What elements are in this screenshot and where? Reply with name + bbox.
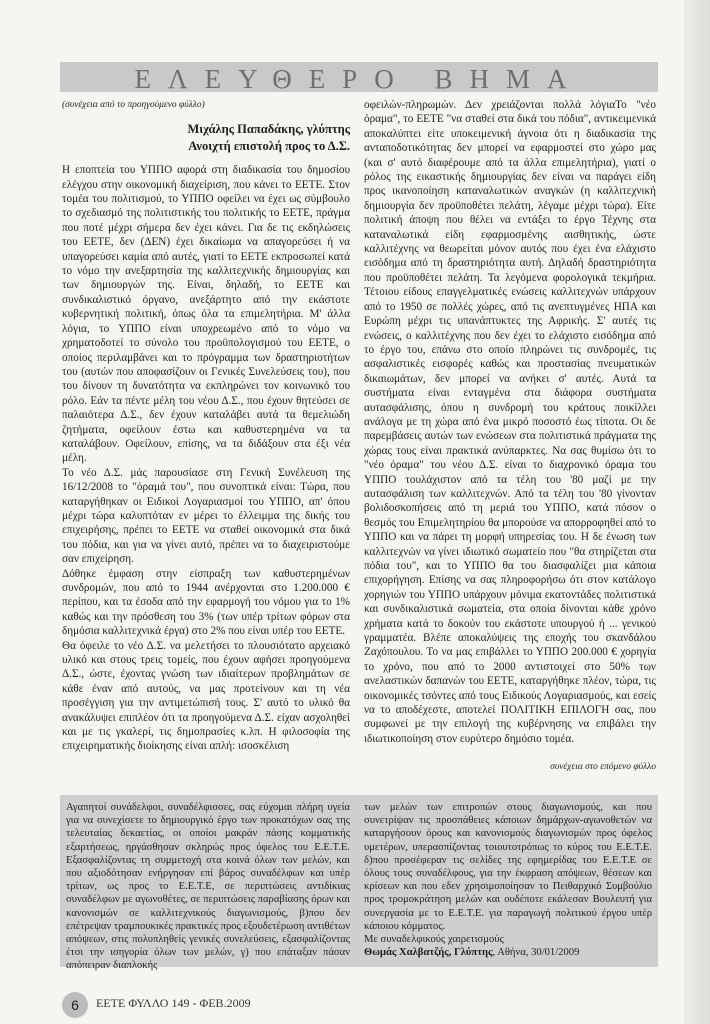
letter-closing: Με συναδελφικούς χαιρετισμούς <box>364 934 504 946</box>
article-paragraph: Θα όφειλε το νέο Δ.Σ. να μελετήσει το πλουσιότατο αρχειακό υλικό και στους τρεις τομείς, που έχουν αφήσει προηγούμενα Δ.Σ., ώστε, έχοντας γνώση των ιδιαίτερων προβλημάτων σε κάθε έναν από αυτούς, να μας προτείνουν και τη νέα προσέγγιση για την αντιμετώπισή τους. Σ' αυτό το υλικό θα ανακάλυψει επιπλέον ότι τα προηγούμενα Δ.Σ. είχαν ασχοληθεί και με τις γκαλερί, τις δημοπρασίες κ.λπ. Η φιλοσοφία της επιχειρηματικής διοίκησης είναι απλή: ισοσκέλιση <box>62 639 350 753</box>
signature-place-date: , Αθήνα, 30/01/2009 <box>492 947 580 959</box>
letter-signature <box>364 946 652 959</box>
signature-name: Θωμάς Χαλβατζής, Γλύπτης <box>364 947 493 959</box>
article-paragraph: Το νέο Δ.Σ. μάς παρουσίασε στη Γενική Συνέλευση της 16/12/2008 το "όραμά του", που συνοπτικά είναι: Τώρα, που καταργήθηκαν οι Ειδικοί Λογαριασμοί του ΥΠΠΟ, απ' όπου μέχρι τώρα καλυπτόταν εν μέρει το έλλειμμα της δικής του επιχειρήσης, πρέπει το ΕΕΤΕ να σταθεί οικονομικά στα δικά του πόδια, και για να γίνει αυτό, πρέπει να το διαχειριστούμε σαν επιχείρηση. <box>62 466 350 566</box>
continued-from-note: (συνέχεια από το προηγούμενο φύλλο) <box>62 100 205 110</box>
page-number: 6 <box>62 992 88 1018</box>
page-edge-shadow <box>684 0 710 1024</box>
section-title: ΕΛΕΥΘΕΡΟ ΒΗΜΑ <box>134 64 584 94</box>
article-paragraph: οφειλών-πληρωμών. Δεν χρειάζονται πολλά λόγιαΤο "νέο όραμα", το ΕΕΤΕ "να σταθεί στα δικά του πόδια", αντικειμενικά αποκαλύπτει είτε υποκειμενική άγνοια ότι η διαδικασία της ανταποδοτικότητας δεν μπορεί να εφαρμοστεί στο χώρο μας (και σ' αυτό διαφέρουμε από τα άλλα επιμελητήρια), γιατί ο ρόλος της εικαστικής δημιουργίας δεν είναι να παράγει είδη προς ικανοποίηση καταναλωτικών αναγκών (η καλλιτεχνική δημιουργία δεν προϋποθέτει πελάτη, λέγαμε μέχρι τώρα). Είτε πολιτική άποψη που θέλει να εντάξει το έργο Τέχνης στα καταναλωτικά είδη εφαρμοσμένης αισθητικής, ώστε καλλιτέχνης να θεωρείται μόνον αυτός που έχει ένα ελάχιστο εισόδημα από τη δραστηριότητα αυτή. Δηλαδή δραστηριότητα που προϋποθέτει πελάτη. Τα λεγόμενα φορολογικά τεκμήρια. Τέτοιου είδους επαγγελματικές ενώσεις καλλιτεχνών υπάρχουν από το 1950 σε πολλές χώρες, από τις ανεπτυγμένες ΗΠΑ και Ευρώπη μέχρι τις υπανάπτυκτες της Αφρικής. Σ' αυτές τις ενώσεις, ο καλλιτέχνης που δεν έχει το ελάχιστο εισόδημα από το έργο του, επάνω στο οποίο πληρώνει τις συνδρομές, τις ασφαλιστικές εισφορές καθώς και προστασίας πνευματικών δικαιωμάτων, δεν μπορεί να ανήκει σ' αυτές. Αυτά τα συστήματα είναι ενταγμένα στα διάφορα συστήματα αυτασφάλισης, όπου η συνδρομή του κράτους ποικίλλει ανάλογα με τη χώρα από ένα μικρό ποσοστό έως τίποτα. Οι δε παρεμβάσεις αυτών των ενώσεων στα πολιτιστικά πράγματα της χώρας τους είναι πρακτικά ανύπαρκτες. Να σας θυμίσω ότι το "νέο όραμα" του νέου Δ.Σ. είναι το διαχρονικό όραμα του ΥΠΠΟ τουλάχιστον από τα τέλη του '80 μαζί με την αυτασφάλιση των καλλιτεχνών. Από τα τέλη του '80 γίνονταν βολιδοσκοπήσεις από τη μεριά του ΥΠΠΟ, κατά πόσον ο θεσμός του Επιμελητηρίου θα μπορούσε να απορροφηθεί από το ΥΠΠΟ και να πάρει τη μορφή υπηρεσίας του. Η δε ένωση των καλλιτεχνών να γίνει ιδιωτικό σωματείο που "θα στηρίζεται στα πόδια του", και το ΥΠΠΟ θα του διασφαλίζει μια κάποια επιχορήγηση. Επίσης να σας πληροφορήσω ότι στον κατάλογο χορηγιών του ΥΠΠΟ υπάρχουν μόνιμα εκατοντάδες πολιτιστικά και συνδικαλιστικά σωματεία, στα οποία δίνονται κάθε χρόνο χρήματα κατά το δοκούν του εκάστοτε υπουργού ή ... γενικού γραμματέα. Βλέπε αποκαλύψεις της εποχής του σκανδάλου Ζαχόπουλου. Το να μας επιβάλλει το ΥΠΠΟ 200.000 € χορηγία το χρόνο, που από το 2000 αντιστοιχεί στο 50% των ανελαστικών δαπανών του ΕΕΤΕ, καταργήθηκε πλέον, τώρα, τις οικονομικές τσόντες από τους Ειδικούς Λογαριασμούς, και εσείς να το αποδέχεστε, αποτελεί ΠΟΛΙΤΙΚΗ ΕΠΙΛΟΓΗ σας, που συμφωνεί με την επιλογή της κυβέρνησης να επιβάλει την ιδιωτικοποίηση στον ευρύτερο δημόσιο τομέα. <box>364 99 656 745</box>
article-paragraph: Δόθηκε έμφαση στην είσπραξη των καθυστερημένων συνδρομών, που από το 1944 ανέρχονται στο 1.200.000 € περίπου, και τα έσοδα από την εφαρμογή του νόμου για το 1% καθώς και την πρόσθεση του 3% (των υπέρ τρίτων φόρων στα δημόσια καλλιτεχνικά έργα) στο 2% που είναι υπέρ του ΕΕΤΕ. <box>62 567 350 638</box>
article-right-column <box>364 98 656 784</box>
section-banner <box>60 62 658 92</box>
letter-left-column: Αγαπητοί συνάδελφοι, συναδέλφισσες, σας εύχομαι πλήρη υγεία για να συνεχίσετε το δημιουργικό έργο των προκατόχων σας της τελευταίας δεκαετίας, οι οποίοι μακράν πάσης κομματικής εξαρτήσεως, ηργάσθησαν σκληρώς προς όφελος του Ε.Ε.Τ.Ε. Εξασφαλίζοντας τη συμμετοχή στα κοινά όλων των μελών, και που αξιοδότησαν ενήργησαν επί βάρος συναδέλφων και υπέρ τρίτων, ως προς το Ε.Ε.Τ.Ε, σε περιπτώσεις αντιδίκιας συναδέλφων με αγωνοθέτες, σε περιπτώσεις παραβίασης όρων και κανονισμών σε καλλιτεχνικούς διαγωνισμούς, β)που δεν επέτρεψαν τραμπουκικές πρακτικές προς εξουδετέρωση αντιθέτων απόψεων, στις πολυπληθείς γενικές συνελεύσεις, εξασφαλίζοντας έτσι την ισηγορία όλων των μελών, γ) που επάταξαν πάσαν απόπειραν διαπλοκής <box>66 802 350 972</box>
continued-next-note: συνέχεια στο επόμενο φύλλο <box>550 762 656 773</box>
article-paragraph: Η εποπτεία του ΥΠΠΟ αφορά στη διαδικασία του δημοσίου ελέγχου στην οικονομική διαχείριση, που κάνει το ΕΕΤΕ. Στον τομέα του πολιτισμού, το ΥΠΠΟ οφείλει να έχει ως σύμβουλο το σχεδιασμό της πολιτιστικής του πολιτικής το ΕΕΤΕ, πράγμα που ποτέ μέχρι σήμερα δεν έχει κάνει. Για δε τις εκδηλώσεις του ΕΕΤΕ, δεν (ΔΕΝ) έχει δικαίωμα να απαγορεύσει ή να υπαγορεύσει καμία από αυτές, γιατί το ΕΕΤΕ εκπροσωπεί κατά το νόμο την ανεξαρτησία της καλλιτεχνικής δημιουργίας και των δημιουργών της. Είναι, δηλαδή, το ΕΕΤΕ και συνδικαλιστικό όργανο, ανεξάρτητο από την εκάστοτε κυβερνητική πολιτική, όπως όλα τα επιμελητήρια. Μ' άλλα λόγια, το ΥΠΠΟ είναι υποχρεωμένο από το νόμο να χρηματοδοτεί το σύνολο του προϋπολογισμού του ΕΕΤΕ, ο οποίος περιλαμβάνει και το πρόγραμμα των δραστηριοτήτων του (αυτών που αποφασίζουν οι Γενικές Συνελεύσεις του), που του δίνουν τη δυνατότητα να εκπληρώνει τον κοινωνικό του ρόλο. Εάν τα πέντε μέλη του νέου Δ.Σ., που έχουν θητεύσει σε παλαιότερα Δ.Σ., δεν έχουν καταλάβει αυτά τα θεμελιώδη ζητήματα, οφείλουν έστω και καθυστερημένα να τα καταλάβουν. Οφείλουν, επίσης, να τα διδάξουν στα έξι νέα μέλη. <box>62 164 350 465</box>
article-subtitle: Ανοιχτή επιστολή προς το Δ.Σ. <box>188 138 350 153</box>
letter-box <box>60 795 658 972</box>
letter-text: των μελών των επιτροπών στους διαγωνισμούς, και που συνετρίψαν τις προσπάθειες κάποιων δημάρχων-αγωνοθετών να καταργήσουν όρους και κανονισμούς διαγωνισμών προς όφελος υμετέρων, υπερασπίζοντας τοιουτοτρόπως το κύρος του Ε.Ε.Τ.Ε. δ)που προσέφεραν τις σελίδες της εφημερίδας του Ε.Ε.Τ.Ε σε όλους τους συναδέλφους, για την έκφραση απόψεων, θέσεων και κρίσεων και που εδεν χρησιμοποίησαν το Πειθαρχικό Συμβούλιο προς τρομοκράτηση μελών και ουδέποτε εκάλεσαν Βουλευτή για συνεργασία με το Ε.Ε.Τ.Ε. για παραγωγή πολιτικού έργου υπέρ κάποιου κόμματος. <box>364 802 652 932</box>
article-left-column <box>62 98 350 754</box>
article-author: Μιχάλης Παπαδάκης, γλύπτης <box>187 122 350 137</box>
letter-right-column <box>364 801 652 959</box>
footer-issue: ΕΕΤΕ ΦΥΛΛΟ 149 - ΦΕΒ.2009 <box>96 996 251 1010</box>
